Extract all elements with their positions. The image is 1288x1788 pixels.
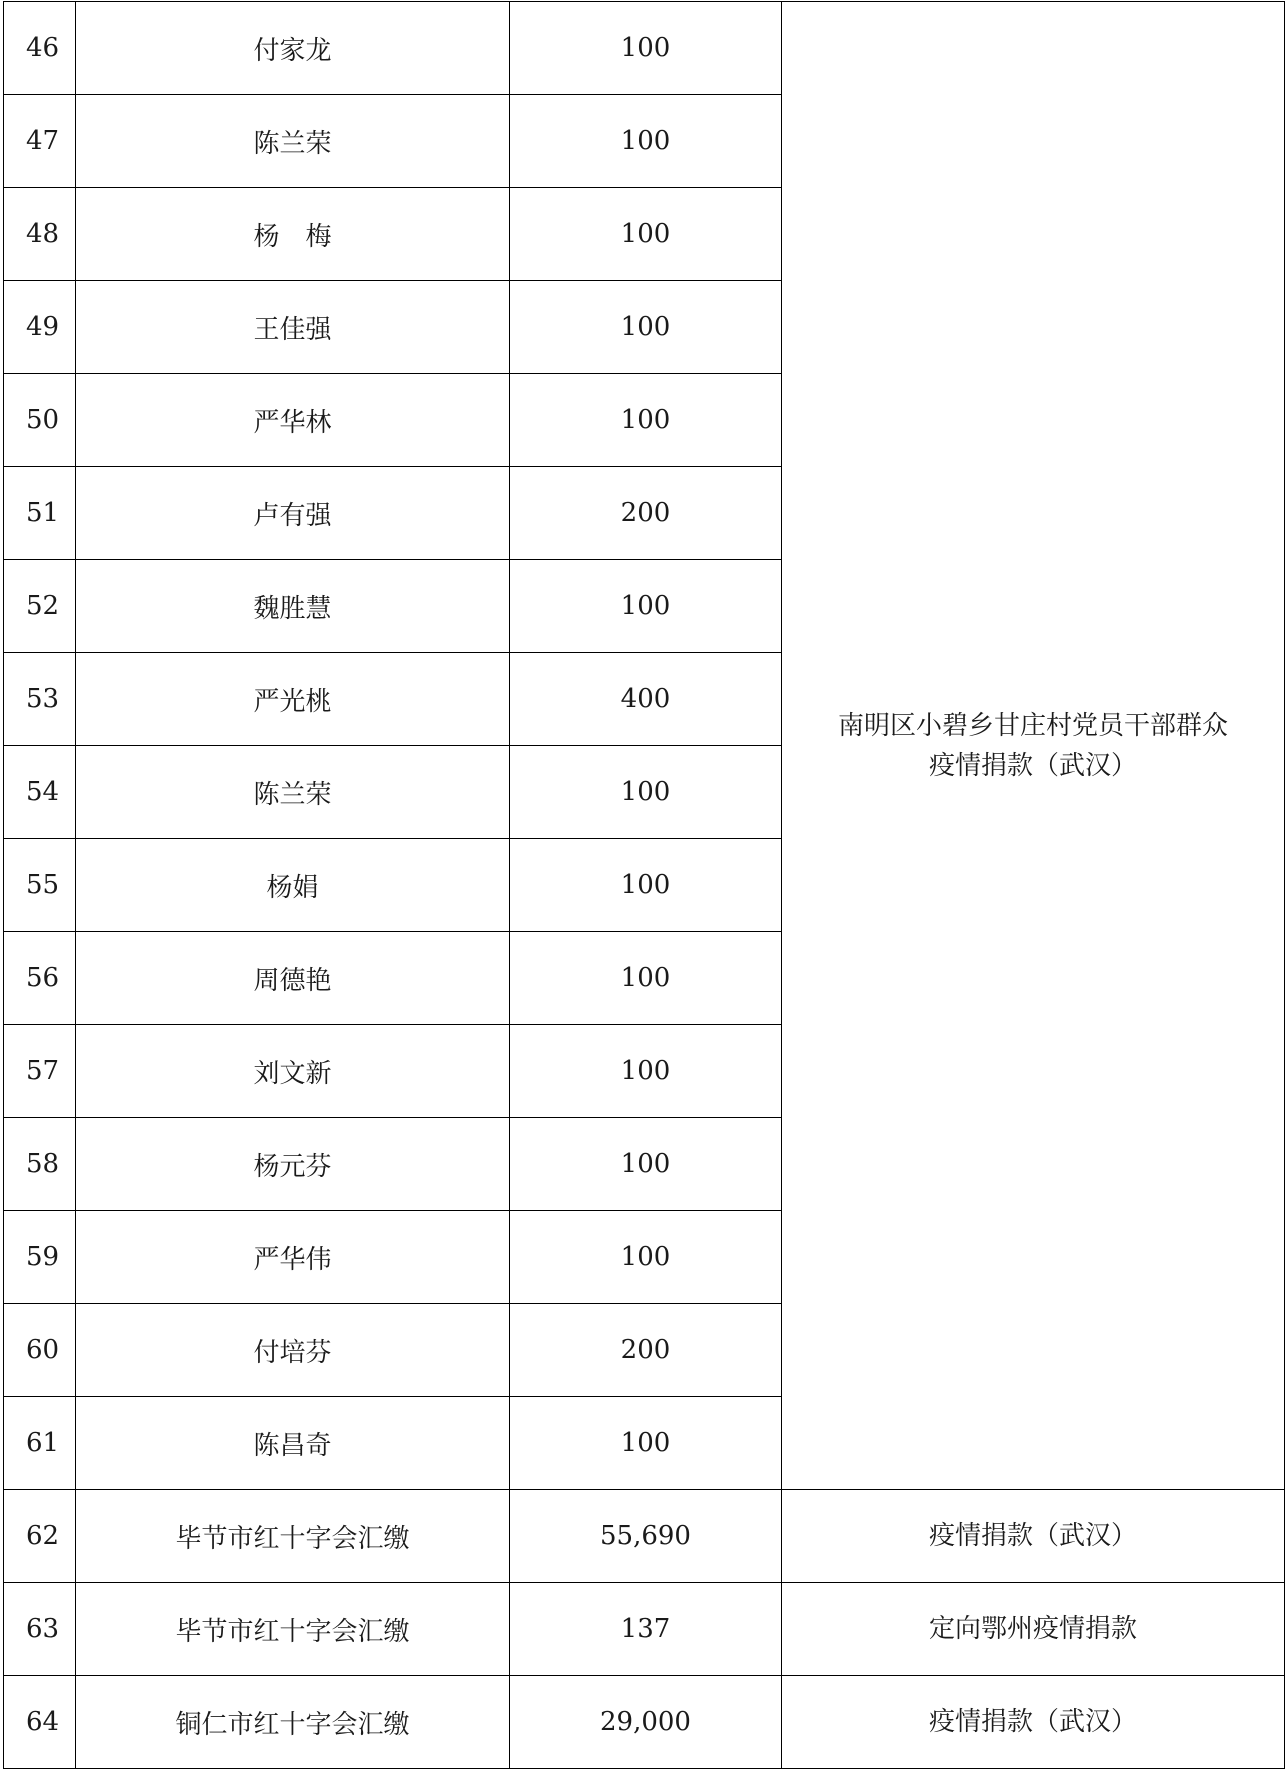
- row-number: 56: [4, 932, 76, 1025]
- row-number: 48: [4, 188, 76, 281]
- table-row: [4, 1676, 1285, 1769]
- row-number: 50: [4, 374, 76, 467]
- donation-amount: 200: [510, 1304, 782, 1397]
- donor-name: 王佳强: [76, 281, 510, 374]
- donation-amount: 100: [510, 281, 782, 374]
- donation-amount: 100: [510, 932, 782, 1025]
- donor-name: 严华林: [76, 374, 510, 467]
- donation-amount: 100: [510, 560, 782, 653]
- note-line-2: 疫情捐款（武汉）: [928, 750, 1137, 781]
- merged-note-cell: [782, 2, 1285, 1490]
- donor-name: 魏胜慧: [76, 560, 510, 653]
- donor-name: 严华伟: [76, 1211, 510, 1304]
- donor-name: 杨元芬: [76, 1118, 510, 1211]
- row-number: 54: [4, 746, 76, 839]
- table-row: [4, 1490, 1285, 1583]
- table-row: [4, 1583, 1285, 1676]
- row-number: 64: [4, 1676, 76, 1769]
- donation-amount: 100: [510, 1397, 782, 1490]
- row-number: 61: [4, 1397, 76, 1490]
- donation-note: 疫情捐款（武汉）: [782, 1676, 1285, 1769]
- donor-name: 毕节市红十字会汇缴: [76, 1583, 510, 1676]
- donation-amount: 100: [510, 374, 782, 467]
- donation-note: 定向鄂州疫情捐款: [782, 1583, 1285, 1676]
- donor-name: 刘文新: [76, 1025, 510, 1118]
- donor-name: 陈昌奇: [76, 1397, 510, 1490]
- donation-table: [3, 1, 1285, 1769]
- row-number: 60: [4, 1304, 76, 1397]
- donor-name: 卢有强: [76, 467, 510, 560]
- donor-name: 陈兰荣: [76, 95, 510, 188]
- donation-amount: 100: [510, 188, 782, 281]
- donor-name: 周德艳: [76, 932, 510, 1025]
- row-number: 57: [4, 1025, 76, 1118]
- donor-name: 毕节市红十字会汇缴: [76, 1490, 510, 1583]
- donor-name: 付家龙: [76, 2, 510, 95]
- donation-amount: 100: [510, 2, 782, 95]
- donation-amount: 100: [510, 1025, 782, 1118]
- donation-amount: 29,000: [510, 1676, 782, 1769]
- donation-amount: 100: [510, 95, 782, 188]
- row-number: 58: [4, 1118, 76, 1211]
- row-number: 49: [4, 281, 76, 374]
- donor-name: 陈兰荣: [76, 746, 510, 839]
- donation-amount: 100: [510, 1118, 782, 1211]
- donor-name: 严光桃: [76, 653, 510, 746]
- donor-name: 付培芬: [76, 1304, 510, 1397]
- donation-amount: 100: [510, 746, 782, 839]
- donation-note: 疫情捐款（武汉）: [782, 1490, 1285, 1583]
- donation-amount: 100: [510, 1211, 782, 1304]
- note-line-1: 南明区小碧乡甘庄村党员干部群众: [837, 710, 1228, 741]
- donation-amount: 55,690: [510, 1490, 782, 1583]
- donor-name: 杨娟: [76, 839, 510, 932]
- row-number: 63: [4, 1583, 76, 1676]
- row-number: 46: [4, 2, 76, 95]
- donor-name: 杨 梅: [76, 188, 510, 281]
- row-number: 59: [4, 1211, 76, 1304]
- donor-name: 铜仁市红十字会汇缴: [76, 1676, 510, 1769]
- donation-amount: 137: [510, 1583, 782, 1676]
- row-number: 55: [4, 839, 76, 932]
- donation-amount: 100: [510, 839, 782, 932]
- row-number: 62: [4, 1490, 76, 1583]
- row-number: 51: [4, 467, 76, 560]
- table-row: [4, 2, 1285, 95]
- row-number: 47: [4, 95, 76, 188]
- row-number: 52: [4, 560, 76, 653]
- donation-amount: 400: [510, 653, 782, 746]
- donation-amount: 200: [510, 467, 782, 560]
- row-number: 53: [4, 653, 76, 746]
